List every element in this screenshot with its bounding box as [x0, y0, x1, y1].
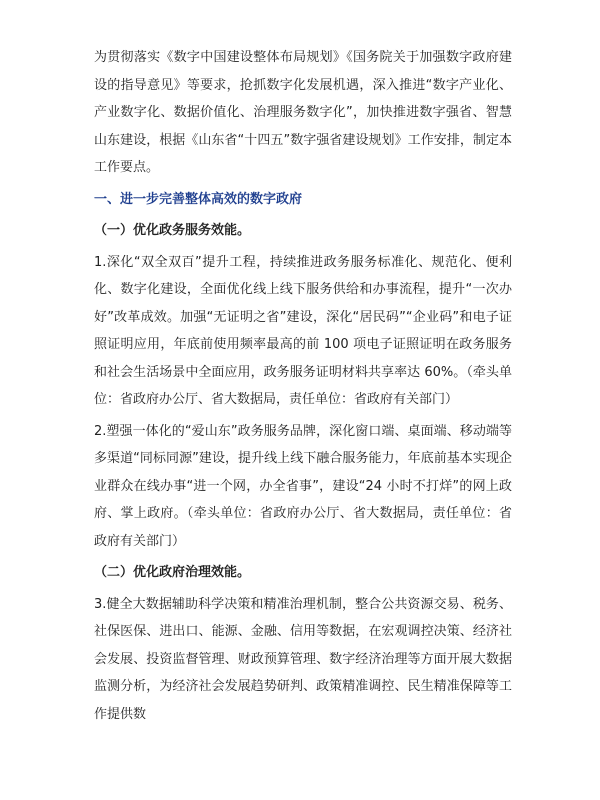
document-page [94, 44, 512, 732]
item-paragraph-2: 2.塑强一体化的“爱山东”政务服务品牌，深化窗口端、桌面端、移动端等多渠道“同标同源”建设，提升线上线下融合服务能力，年底前基本实现企业群众在线办事“进一个网，办全省事”，建设“24 小时不打烊”的网上政府、掌上政府。（牵头单位：省政府办公厅、省大数据局，责任单位：省政府有关部门） [94, 423, 512, 549]
section-heading-1: 一、进一步完善整体高效的数字政府 [94, 191, 303, 207]
intro-paragraph: 为贯彻落实《数字中国建设整体布局规划》《国务院关于加强数字政府建设的指导意见》等要求，抢抓数字化发展机遇，深入推进“数字产业化、产业数字化、数据价值化、治理服务数字化”，加快推进数字强省、智慧山东建设，根据《山东省“十四五”数字强省建设规划》工作安排，制定本工作要点。 [94, 50, 512, 175]
subsection-heading-2: （二）优化政府治理效能。 [94, 565, 251, 580]
item-paragraph-1: 1.深化“双全双百”提升工程，持续推进政务服务标准化、规范化、便利化、数字化建设，全面优化线上线下服务供给和办事流程，提升“一次办好”改革成效。加强“无证明之省”建设，深化“居民码”“企业码”和电子证照证明应用，年底前使用频率最高的前 100 项电子证照证明在政务服务和社会生活场景中全面应用，政务服务证明材料共享率达 60%。（牵头单位：省政府办公厅、省大数据局，责任单位：省政府有关部门） [94, 254, 512, 407]
subsection-heading-1: （一）优化政务服务效能。 [94, 223, 251, 238]
item-paragraph-3: 3.健全大数据辅助科学决策和精准治理机制，整合公共资源交易、税务、社保医保、进出口、能源、金融、信用等数据，在宏观调控决策、经济社会发展、投资监督管理、财政预算管理、数字经济治理等方面开展大数据监测分析，为经济社会发展趋势研判、政策精准调控、民生精准保障等工作提供数 [94, 596, 512, 722]
